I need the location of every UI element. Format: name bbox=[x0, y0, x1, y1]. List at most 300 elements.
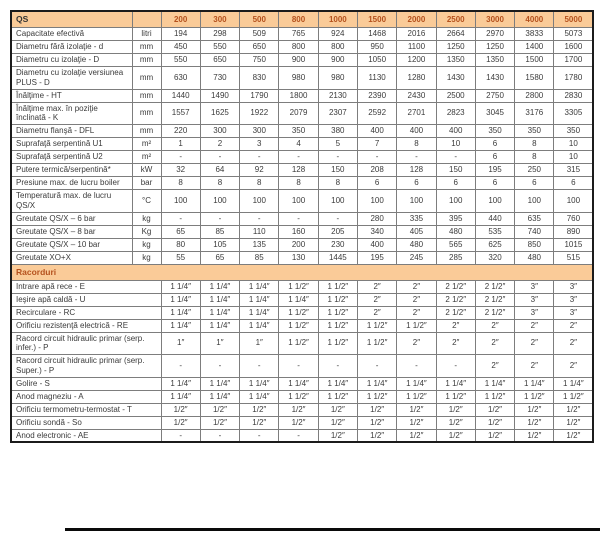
connection-value: 1 1/4″ bbox=[554, 377, 593, 390]
spec-value: 8 bbox=[161, 177, 200, 190]
row-label: Diametru cu izolaţie versiunea PLUS - D bbox=[11, 67, 132, 90]
row-label: Orificiu rezistenţă electrică - RE bbox=[11, 319, 161, 332]
column-header: 4000 bbox=[515, 11, 554, 28]
connection-value: 1 1/4″ bbox=[161, 319, 200, 332]
spec-value: 1280 bbox=[397, 67, 436, 90]
spec-value: 1800 bbox=[279, 89, 318, 102]
connection-value: 1 1/2″ bbox=[279, 390, 318, 403]
spec-value: 630 bbox=[161, 67, 200, 90]
connection-value: 1 1/2″ bbox=[318, 390, 357, 403]
spec-value: 8 bbox=[318, 177, 357, 190]
spec-value: 550 bbox=[200, 41, 239, 54]
spec-row bbox=[11, 28, 593, 41]
spec-value: 2307 bbox=[318, 102, 357, 125]
connection-row bbox=[11, 377, 593, 390]
connection-value: - bbox=[200, 429, 239, 442]
spec-row bbox=[11, 251, 593, 264]
row-unit: m² bbox=[132, 138, 161, 151]
bottom-rule bbox=[65, 528, 600, 531]
row-label: Capacitate efectivă bbox=[11, 28, 132, 41]
connection-value: - bbox=[318, 355, 357, 378]
spec-value: 65 bbox=[161, 225, 200, 238]
spec-value: 1015 bbox=[554, 238, 593, 251]
spec-value: 450 bbox=[161, 41, 200, 54]
connection-value: 1 1/2″ bbox=[554, 390, 593, 403]
spec-value: - bbox=[436, 151, 475, 164]
connection-value: 2″ bbox=[436, 319, 475, 332]
row-label: Ieşire apă caldă - U bbox=[11, 293, 161, 306]
spec-value: 1468 bbox=[357, 28, 396, 41]
spec-value: 150 bbox=[318, 164, 357, 177]
spec-value: 10 bbox=[554, 151, 593, 164]
spec-value: 1557 bbox=[161, 102, 200, 125]
spec-value: - bbox=[357, 151, 396, 164]
connection-value: 1 1/4″ bbox=[240, 390, 279, 403]
spec-value: 565 bbox=[436, 238, 475, 251]
connection-value: 2″ bbox=[357, 293, 396, 306]
spec-value: 535 bbox=[475, 225, 514, 238]
connection-value: - bbox=[357, 355, 396, 378]
spec-value: 1100 bbox=[397, 41, 436, 54]
spec-row bbox=[11, 41, 593, 54]
spec-value: 2430 bbox=[397, 89, 436, 102]
row-unit: m² bbox=[132, 151, 161, 164]
row-unit: mm bbox=[132, 54, 161, 67]
spec-value: 400 bbox=[357, 238, 396, 251]
spec-value: 340 bbox=[357, 225, 396, 238]
spec-value: 2016 bbox=[397, 28, 436, 41]
spec-value: 110 bbox=[240, 225, 279, 238]
spec-value: 6 bbox=[475, 151, 514, 164]
spec-value: 750 bbox=[240, 54, 279, 67]
spec-value: 980 bbox=[318, 67, 357, 90]
row-label: Anod electronic - AE bbox=[11, 429, 161, 442]
spec-value: 300 bbox=[240, 125, 279, 138]
spec-value: 480 bbox=[515, 251, 554, 264]
connection-value: 1 1/4″ bbox=[279, 293, 318, 306]
row-unit: mm bbox=[132, 89, 161, 102]
connection-value: 1/2″ bbox=[357, 429, 396, 442]
connection-value: 1 1/4″ bbox=[240, 306, 279, 319]
spec-value: 320 bbox=[475, 251, 514, 264]
spec-value: 890 bbox=[554, 225, 593, 238]
row-unit: kg bbox=[132, 238, 161, 251]
connection-value: 2″ bbox=[397, 280, 436, 293]
connection-value: 1 1/4″ bbox=[200, 306, 239, 319]
connection-value: 1 1/2″ bbox=[279, 332, 318, 355]
spec-value: 250 bbox=[515, 164, 554, 177]
row-unit: kg bbox=[132, 212, 161, 225]
column-header: 1000 bbox=[318, 11, 357, 28]
spec-value: 1350 bbox=[436, 54, 475, 67]
spec-value: 350 bbox=[554, 125, 593, 138]
row-label: Diametru cu izolaţie - D bbox=[11, 54, 132, 67]
row-label: Racord circuit hidraulic primar (serp. Super.) - P bbox=[11, 355, 161, 378]
connection-value: 1/2″ bbox=[161, 416, 200, 429]
connection-value: - bbox=[397, 355, 436, 378]
spec-value: 150 bbox=[436, 164, 475, 177]
spec-value: 1200 bbox=[397, 54, 436, 67]
connection-value: - bbox=[436, 355, 475, 378]
spec-value: 135 bbox=[240, 238, 279, 251]
row-unit: mm bbox=[132, 125, 161, 138]
spec-value: - bbox=[200, 212, 239, 225]
connection-row bbox=[11, 293, 593, 306]
connection-value: 1/2″ bbox=[240, 403, 279, 416]
connection-value: 2 1/2″ bbox=[436, 306, 475, 319]
spec-value: 1440 bbox=[161, 89, 200, 102]
connection-value: 2″ bbox=[397, 306, 436, 319]
spec-value: 1250 bbox=[475, 41, 514, 54]
connection-row bbox=[11, 280, 593, 293]
spec-value: 3045 bbox=[475, 102, 514, 125]
spec-value: 100 bbox=[397, 190, 436, 213]
row-label: Greutate QS/X – 10 bar bbox=[11, 238, 132, 251]
column-header: 5000 bbox=[554, 11, 593, 28]
row-label: Orificiu termometru-termostat - T bbox=[11, 403, 161, 416]
spec-value: 208 bbox=[357, 164, 396, 177]
connection-value: 1 1/4″ bbox=[200, 390, 239, 403]
row-label: Anod magneziu - A bbox=[11, 390, 161, 403]
spec-value: - bbox=[397, 151, 436, 164]
spec-value: 1430 bbox=[475, 67, 514, 90]
connection-value: 1/2″ bbox=[515, 403, 554, 416]
spec-value: 480 bbox=[397, 238, 436, 251]
connection-value: 3″ bbox=[515, 306, 554, 319]
connection-value: 1/2″ bbox=[397, 429, 436, 442]
spec-value: 100 bbox=[318, 190, 357, 213]
connection-value: 1 1/4″ bbox=[318, 377, 357, 390]
connection-value: 2″ bbox=[475, 332, 514, 355]
connection-value: 1/2″ bbox=[436, 429, 475, 442]
row-unit: litri bbox=[132, 28, 161, 41]
connection-value: 2 1/2″ bbox=[475, 306, 514, 319]
spec-value: 100 bbox=[161, 190, 200, 213]
row-label: Suprafaţă serpentină U2 bbox=[11, 151, 132, 164]
spec-value: 2 bbox=[200, 138, 239, 151]
connection-value: - bbox=[200, 355, 239, 378]
connection-value: 1/2″ bbox=[554, 403, 593, 416]
spec-value: 2830 bbox=[554, 89, 593, 102]
connection-value: 1 1/2″ bbox=[357, 390, 396, 403]
connection-value: 1/2″ bbox=[357, 416, 396, 429]
connection-value: 1/2″ bbox=[475, 429, 514, 442]
spec-value: 85 bbox=[200, 225, 239, 238]
spec-value: 400 bbox=[357, 125, 396, 138]
spec-value: 830 bbox=[240, 67, 279, 90]
spec-row bbox=[11, 151, 593, 164]
spec-value: 2823 bbox=[436, 102, 475, 125]
spec-value: 195 bbox=[357, 251, 396, 264]
spec-value: 900 bbox=[318, 54, 357, 67]
connection-value: - bbox=[240, 429, 279, 442]
row-label: Recirculare - RC bbox=[11, 306, 161, 319]
spec-value: - bbox=[279, 151, 318, 164]
connection-value: 1 1/4″ bbox=[161, 377, 200, 390]
spec-value: 400 bbox=[397, 125, 436, 138]
row-label: Suprafaţă serpentină U1 bbox=[11, 138, 132, 151]
spec-value: 1500 bbox=[515, 54, 554, 67]
row-label: Intrare apă rece - E bbox=[11, 280, 161, 293]
spec-value: 1780 bbox=[554, 67, 593, 90]
spec-value: 128 bbox=[397, 164, 436, 177]
spec-value: 230 bbox=[318, 238, 357, 251]
row-unit: kW bbox=[132, 164, 161, 177]
spec-value: 10 bbox=[554, 138, 593, 151]
connection-value: - bbox=[279, 355, 318, 378]
spec-value: 160 bbox=[279, 225, 318, 238]
connection-value: 1/2″ bbox=[200, 416, 239, 429]
connection-value: 3″ bbox=[515, 293, 554, 306]
spec-row bbox=[11, 125, 593, 138]
spec-value: 405 bbox=[397, 225, 436, 238]
connection-value: 2″ bbox=[554, 332, 593, 355]
connection-value: 1/2″ bbox=[397, 403, 436, 416]
connection-value: 1/2″ bbox=[515, 429, 554, 442]
connection-value: 2″ bbox=[357, 306, 396, 319]
connection-row bbox=[11, 319, 593, 332]
connection-row bbox=[11, 416, 593, 429]
spec-value: 900 bbox=[279, 54, 318, 67]
spec-value: 2800 bbox=[515, 89, 554, 102]
spec-value: 100 bbox=[515, 190, 554, 213]
connection-value: 2″ bbox=[357, 280, 396, 293]
connection-value: 1 1/2″ bbox=[318, 280, 357, 293]
connection-value: 2″ bbox=[436, 332, 475, 355]
column-header: 3000 bbox=[475, 11, 514, 28]
spec-value: 3305 bbox=[554, 102, 593, 125]
column-header: 200 bbox=[161, 11, 200, 28]
row-label: Greutate QS/X – 6 bar bbox=[11, 212, 132, 225]
connection-value: 1 1/2″ bbox=[318, 306, 357, 319]
spec-value: 8 bbox=[200, 177, 239, 190]
spec-value: 8 bbox=[279, 177, 318, 190]
spec-value: 1 bbox=[161, 138, 200, 151]
row-label: Greutate QS/X – 8 bar bbox=[11, 225, 132, 238]
connection-value: 2 1/2″ bbox=[475, 280, 514, 293]
spec-value: 2390 bbox=[357, 89, 396, 102]
connection-value: 1/2″ bbox=[200, 403, 239, 416]
connection-row bbox=[11, 429, 593, 442]
spec-value: 6 bbox=[436, 177, 475, 190]
connection-value: 1/2″ bbox=[318, 403, 357, 416]
spec-value: - bbox=[240, 151, 279, 164]
connection-value: 1/2″ bbox=[475, 416, 514, 429]
connection-value: 1 1/4″ bbox=[200, 377, 239, 390]
spec-row bbox=[11, 54, 593, 67]
spec-value: 300 bbox=[200, 125, 239, 138]
spec-value: 650 bbox=[240, 41, 279, 54]
spec-value: 100 bbox=[554, 190, 593, 213]
spec-value: 1700 bbox=[554, 54, 593, 67]
spec-value: 924 bbox=[318, 28, 357, 41]
spec-value: 105 bbox=[200, 238, 239, 251]
connection-value: 1″ bbox=[240, 332, 279, 355]
connection-value: 1 1/2″ bbox=[279, 319, 318, 332]
spec-value: 220 bbox=[161, 125, 200, 138]
spec-value: 395 bbox=[436, 212, 475, 225]
spec-value: - bbox=[161, 151, 200, 164]
row-unit: mm bbox=[132, 102, 161, 125]
spec-value: - bbox=[318, 212, 357, 225]
spec-value: 6 bbox=[357, 177, 396, 190]
spec-value: 400 bbox=[436, 125, 475, 138]
spec-value: 3 bbox=[240, 138, 279, 151]
spec-value: 515 bbox=[554, 251, 593, 264]
spec-value: 130 bbox=[279, 251, 318, 264]
spec-value: - bbox=[318, 151, 357, 164]
spec-value: 32 bbox=[161, 164, 200, 177]
spec-value: 7 bbox=[357, 138, 396, 151]
spec-value: 194 bbox=[161, 28, 200, 41]
connection-value: 1 1/2″ bbox=[475, 390, 514, 403]
spec-value: 80 bbox=[161, 238, 200, 251]
connection-value: 1 1/4″ bbox=[397, 377, 436, 390]
connection-value: 1/2″ bbox=[318, 416, 357, 429]
column-header: 800 bbox=[279, 11, 318, 28]
connection-value: 2″ bbox=[475, 319, 514, 332]
spec-value: 1790 bbox=[240, 89, 279, 102]
connection-value: 1/2″ bbox=[436, 416, 475, 429]
spec-value: 1050 bbox=[357, 54, 396, 67]
connection-value: 1/2″ bbox=[318, 429, 357, 442]
spec-value: 1430 bbox=[436, 67, 475, 90]
connection-value: 2″ bbox=[397, 332, 436, 355]
spec-value: 100 bbox=[200, 190, 239, 213]
spec-value: 100 bbox=[240, 190, 279, 213]
row-label: Diametru fără izolaţie - d bbox=[11, 41, 132, 54]
spec-value: 1490 bbox=[200, 89, 239, 102]
spec-value: 298 bbox=[200, 28, 239, 41]
connection-value: 2″ bbox=[515, 319, 554, 332]
spec-value: 6 bbox=[554, 177, 593, 190]
spec-value: 2750 bbox=[475, 89, 514, 102]
spec-value: 1580 bbox=[515, 67, 554, 90]
spec-value: 55 bbox=[161, 251, 200, 264]
connection-value: 1/2″ bbox=[240, 416, 279, 429]
connection-row bbox=[11, 390, 593, 403]
connection-value: 1 1/4″ bbox=[515, 377, 554, 390]
spec-row bbox=[11, 102, 593, 125]
spec-row bbox=[11, 225, 593, 238]
spec-value: 350 bbox=[279, 125, 318, 138]
spec-row bbox=[11, 212, 593, 225]
connection-value: 2″ bbox=[515, 355, 554, 378]
row-unit: °C bbox=[132, 190, 161, 213]
connection-value: 1 1/4″ bbox=[436, 377, 475, 390]
connection-value: 1 1/4″ bbox=[200, 319, 239, 332]
spec-value: 8 bbox=[397, 138, 436, 151]
connection-value: 2″ bbox=[515, 332, 554, 355]
connection-value: 1″ bbox=[200, 332, 239, 355]
row-label: Racord circuit hidraulic primar (serp. infer.) - P bbox=[11, 332, 161, 355]
spec-value: 350 bbox=[475, 125, 514, 138]
spec-value: 730 bbox=[200, 67, 239, 90]
spec-value: 550 bbox=[161, 54, 200, 67]
row-label: Orificiu sondă - So bbox=[11, 416, 161, 429]
column-header: 2500 bbox=[436, 11, 475, 28]
connection-value: 1/2″ bbox=[515, 416, 554, 429]
spec-value: 980 bbox=[279, 67, 318, 90]
row-unit: mm bbox=[132, 67, 161, 90]
connection-value: 1/2″ bbox=[554, 416, 593, 429]
section-row-racorduri bbox=[11, 264, 593, 280]
row-label: Greutate XO+X bbox=[11, 251, 132, 264]
spec-value: 850 bbox=[515, 238, 554, 251]
spec-value: 245 bbox=[397, 251, 436, 264]
connection-row bbox=[11, 355, 593, 378]
row-label: Înălţime - HT bbox=[11, 89, 132, 102]
connection-value: 3″ bbox=[554, 280, 593, 293]
connection-value: 2″ bbox=[397, 293, 436, 306]
row-unit: kg bbox=[132, 251, 161, 264]
spec-value: 765 bbox=[279, 28, 318, 41]
spec-row bbox=[11, 177, 593, 190]
spec-value: 480 bbox=[436, 225, 475, 238]
spec-value: 205 bbox=[318, 225, 357, 238]
connection-row bbox=[11, 403, 593, 416]
spec-value: 760 bbox=[554, 212, 593, 225]
connection-value: 1 1/2″ bbox=[318, 332, 357, 355]
row-label: Golire - S bbox=[11, 377, 161, 390]
spec-value: - bbox=[279, 212, 318, 225]
connection-value: 1/2″ bbox=[554, 429, 593, 442]
spec-value: 380 bbox=[318, 125, 357, 138]
connection-value: 1 1/2″ bbox=[515, 390, 554, 403]
connection-value: 2″ bbox=[554, 319, 593, 332]
row-unit: bar bbox=[132, 177, 161, 190]
connection-value: 1 1/2″ bbox=[279, 306, 318, 319]
row-unit: Kg bbox=[132, 225, 161, 238]
spec-value: 335 bbox=[397, 212, 436, 225]
spec-value: 800 bbox=[279, 41, 318, 54]
spec-value: 1400 bbox=[515, 41, 554, 54]
connection-value: 2″ bbox=[554, 355, 593, 378]
connection-value: 1 1/2″ bbox=[397, 319, 436, 332]
connection-value: 3″ bbox=[515, 280, 554, 293]
spec-value: 350 bbox=[515, 125, 554, 138]
spec-value: 1130 bbox=[357, 67, 396, 90]
spec-value: 6 bbox=[475, 177, 514, 190]
row-label: Presiune max. de lucru boiler bbox=[11, 177, 132, 190]
spec-value: 128 bbox=[279, 164, 318, 177]
connection-value: 1 1/2″ bbox=[318, 319, 357, 332]
connection-row bbox=[11, 306, 593, 319]
spec-value: 315 bbox=[554, 164, 593, 177]
connection-value: 1 1/4″ bbox=[240, 319, 279, 332]
connection-value: 1/2″ bbox=[279, 416, 318, 429]
spec-value: 740 bbox=[515, 225, 554, 238]
header-row bbox=[11, 11, 593, 28]
connection-value: 2 1/2″ bbox=[436, 280, 475, 293]
spec-value: 8 bbox=[240, 177, 279, 190]
connection-value: 1 1/4″ bbox=[240, 293, 279, 306]
spec-value: 2592 bbox=[357, 102, 396, 125]
connection-value: 1 1/4″ bbox=[357, 377, 396, 390]
connection-value: 1/2″ bbox=[397, 416, 436, 429]
spec-value: 1600 bbox=[554, 41, 593, 54]
connection-value: 1 1/4″ bbox=[161, 390, 200, 403]
connection-value: 1 1/2″ bbox=[279, 280, 318, 293]
connection-value: 1/2″ bbox=[161, 403, 200, 416]
row-label: Putere termică/serpentină* bbox=[11, 164, 132, 177]
spec-value: 3833 bbox=[515, 28, 554, 41]
spec-value: 509 bbox=[240, 28, 279, 41]
connection-value: 1 1/4″ bbox=[161, 293, 200, 306]
connection-value: - bbox=[279, 429, 318, 442]
spec-row bbox=[11, 67, 593, 90]
connection-value: 1 1/2″ bbox=[397, 390, 436, 403]
